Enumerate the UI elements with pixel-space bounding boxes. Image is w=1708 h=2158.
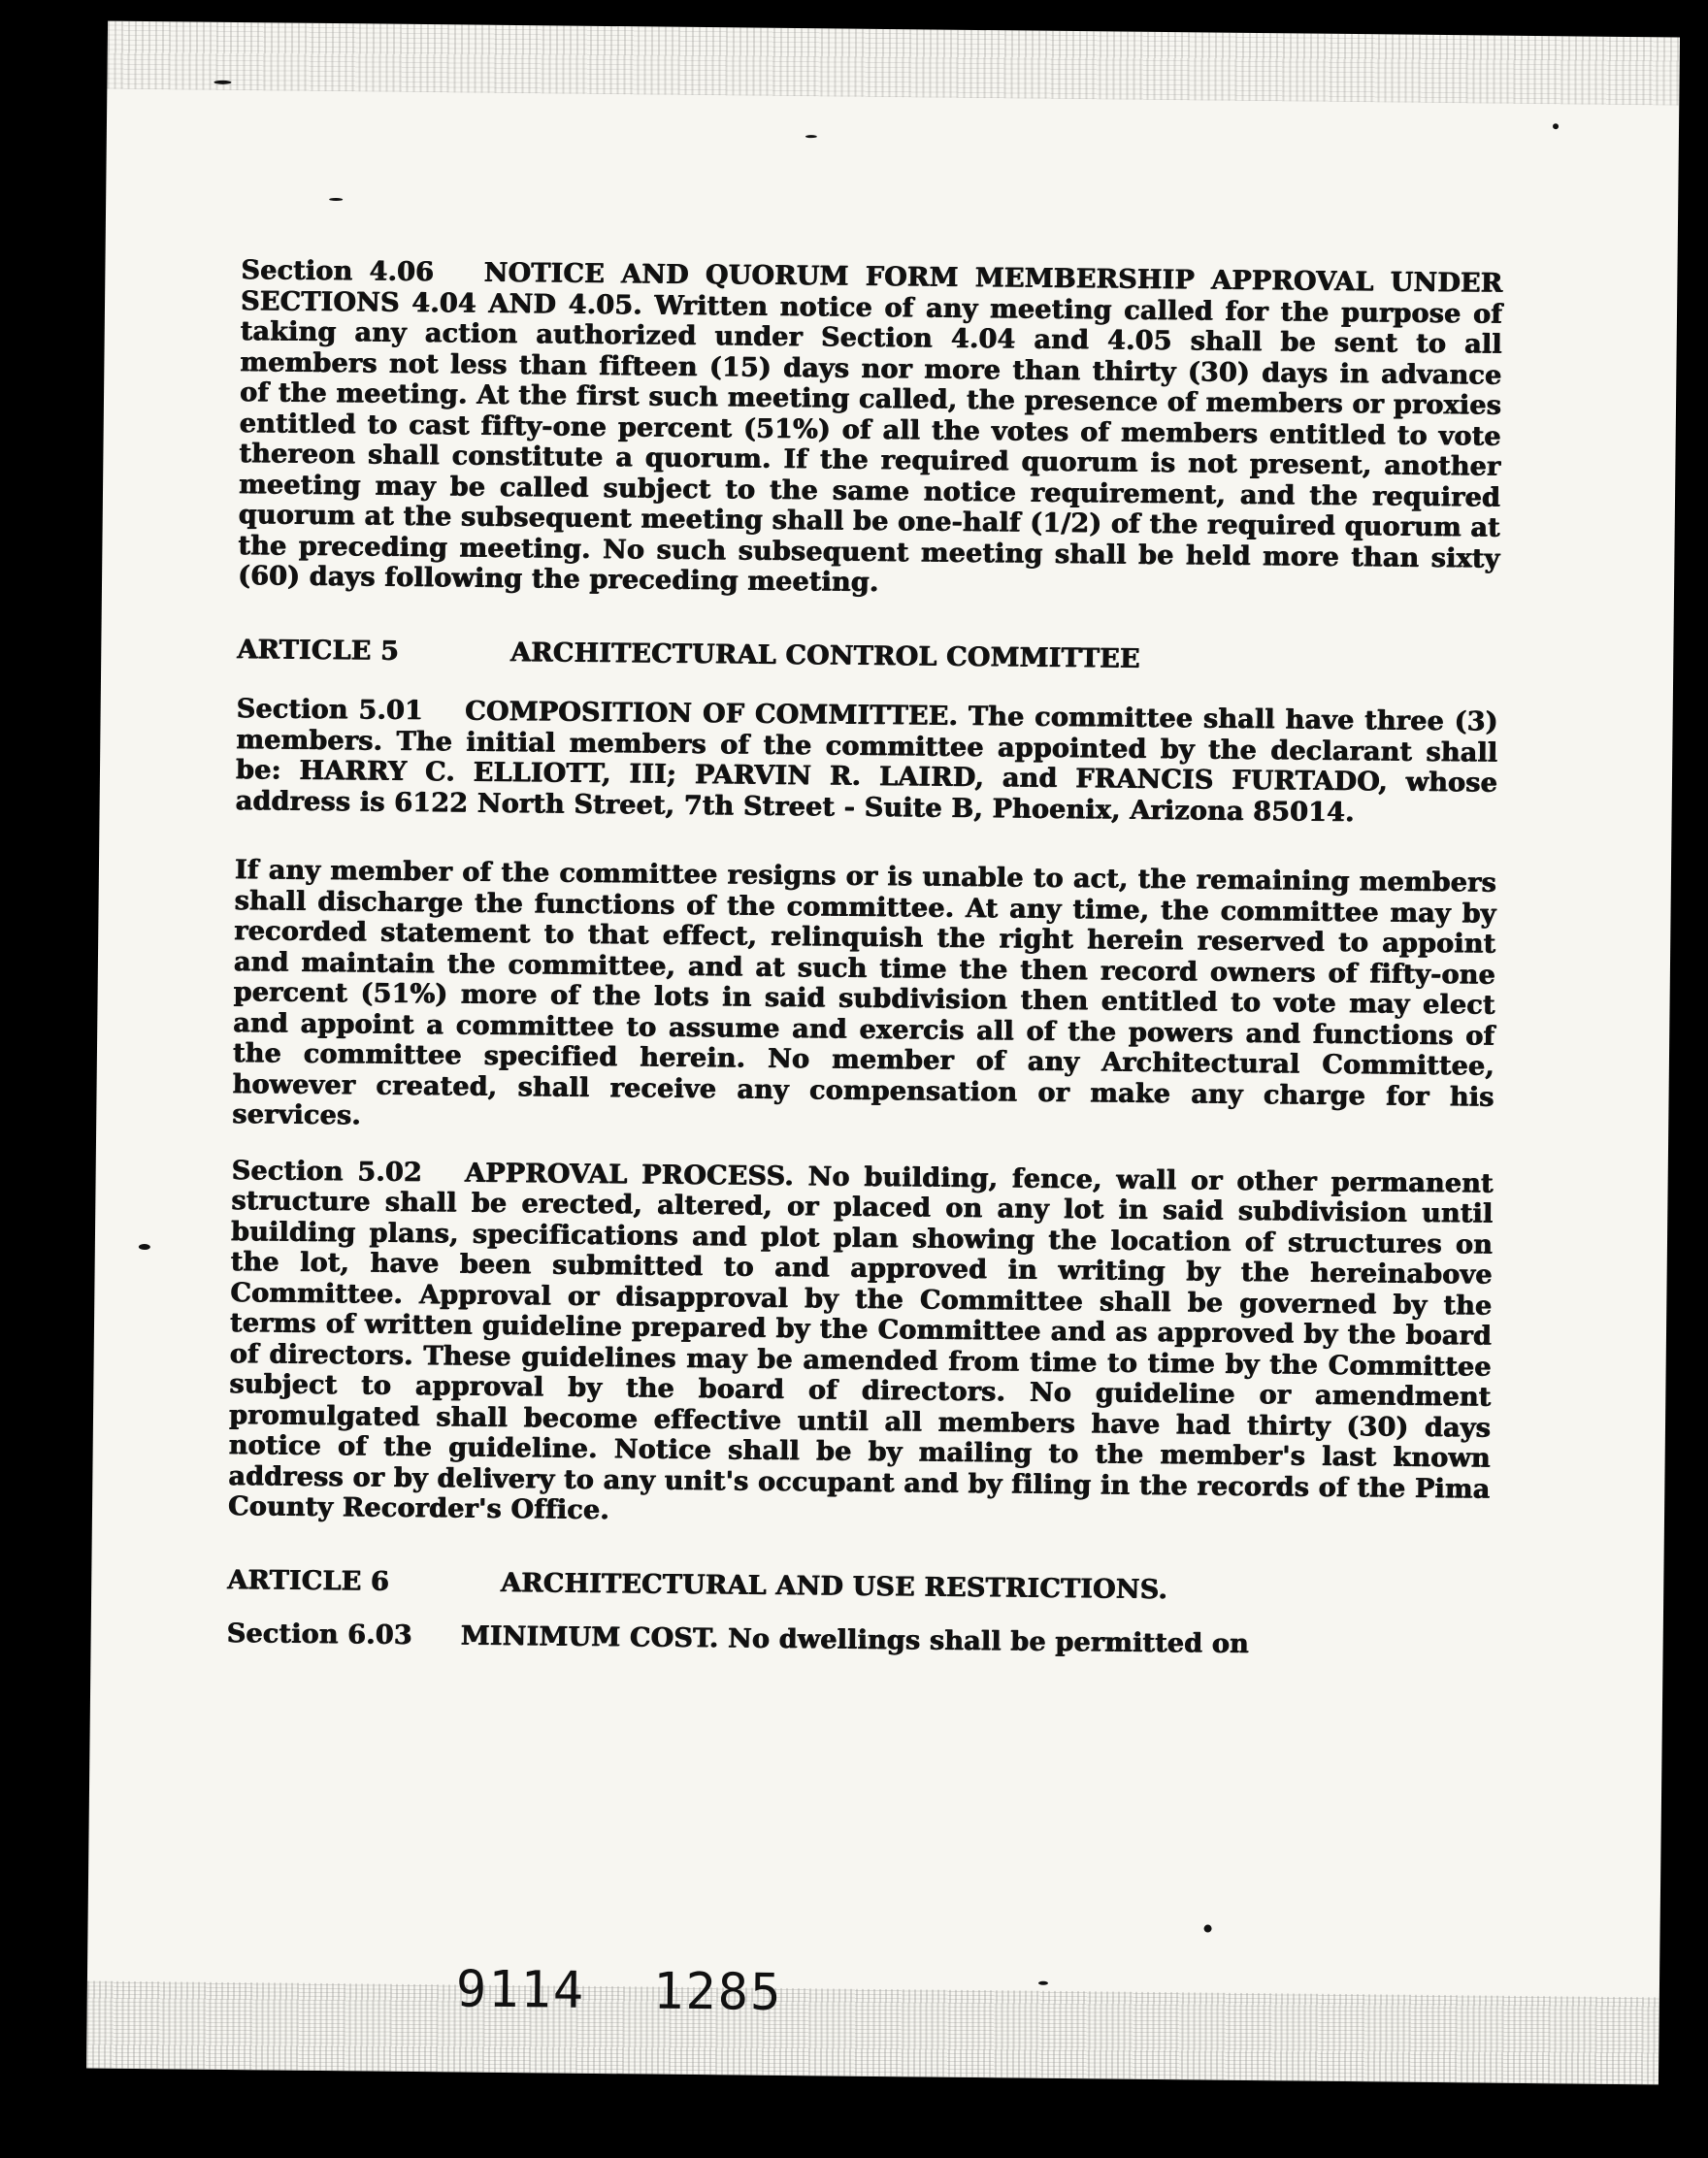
section-6-03-heading: Section 6.03	[226, 1618, 412, 1651]
section-4-06-heading: Section 4.06	[241, 255, 435, 288]
scan-speck	[1553, 123, 1559, 129]
section-6-03-text: MINIMUM COST. No dwellings shall be permitted on	[460, 1620, 1250, 1659]
section-5-02-heading: Section 5.02	[231, 1155, 423, 1188]
section-5-01-paragraph-2: If any member of the committee resigns or is unable to act, the remaining members shall discharge the functions of the committee. At any time, the committee may by recorded statement to that effect, relinquish the right herein reserved to appoint and maintain the committee, and at such time the then record owners of fifty-one percent (51%) more of the lots in said subdivision then entitled to vote may elect and appoint a committee to assume and exercis all of the powers and functions of the committee specified herein. No member of any Architectural Committee, however created, shall receive any compensation or make any charge for his services.	[232, 854, 1497, 1131]
scan-speck	[1038, 1981, 1048, 1985]
scan-speck	[139, 1244, 150, 1250]
section-6-03	[227, 1618, 1489, 1662]
section-5-01-text: COMPOSITION OF COMMITTEE. The committee shall have three (3) members. The initial members of the committee appointed by the declarant shall be: HARRY C. ELLIOTT, III; PARVIN R. LAIRD, and FRANCIS FURTADO, whose address is 6122 North Street, 7th Street - Suite B, Phoenix, Arizona 85014.	[235, 696, 1498, 828]
article-5-heading	[237, 635, 1498, 678]
article-6-label: ARTICLE 6	[227, 1564, 390, 1597]
article-5-title: ARCHITECTURAL CONTROL COMMITTEE	[509, 637, 1140, 674]
section-5-02	[228, 1155, 1494, 1535]
section-4-06	[238, 255, 1503, 605]
scan-speck	[329, 198, 343, 201]
scanned-page	[86, 21, 1680, 2085]
scan-speck	[1204, 1925, 1212, 1933]
scan-noise-bottom	[86, 1980, 1659, 2084]
article-5-label: ARTICLE 5	[237, 634, 400, 667]
article-6-title: ARCHITECTURAL AND USE RESTRICTIONS.	[500, 1567, 1168, 1605]
scan-noise-top	[107, 21, 1680, 106]
section-4-06-text: NOTICE AND QUORUM FORM MEMBERSHIP APPROVAL UNDER SECTIONS 4.04 AND 4.05. Written notice of any meeting called for the purpose of taking any action authorized under Section 4.04 and 4.05 shall be sent to all members not less than fifteen (15) days nor more than thirty (30) days in advance of the meeting. At the first such meeting called, the presence of members or proxies entitled to cast fifty-one percent (51%) of all the votes of members entitled to vote thereon shall constitute a quorum. If the required quorum is not present, another meeting may be called subject to the same notice requirement, and the required quorum at the subsequent meeting shall be one-half (1/2) of the required quorum at the preceding meeting. No such subsequent meeting shall be held more than sixty (60) days following the preceding meeting.	[237, 257, 1503, 598]
section-5-01	[236, 694, 1498, 830]
recording-number	[456, 1960, 783, 2022]
scan-speck	[214, 81, 231, 84]
docket-number: 9114	[455, 1960, 586, 2020]
scan-speck	[805, 135, 817, 138]
page-number: 1285	[652, 1962, 783, 2022]
article-6-heading	[227, 1564, 1489, 1608]
section-5-02-text: APPROVAL PROCESS. No building, fence, wall or other permanent structure shall be erected, altered, or placed on any lot in said subdivision until building plans, specifications and plot plan showing the location of structures on the lot, have been submitted to and approved in writing by the hereinabove Committee. Approval or disapproval by the Committee shall be governed by the terms of written guideline prepared by the Committee and as approved by the board of directors. These guidelines may be amended from time to time by the Committee subject to approval by the board of directors. No guideline or amendment promulgated shall become effective until all members have had thirty (30) days notice of the guideline. Notice shall be by mailing to the member's last known address or by delivery to any unit's occupant and by filing in the records of the Pima County Recorder's Office.	[227, 1157, 1494, 1526]
document-body	[227, 255, 1503, 1662]
section-5-01-heading: Section 5.01	[236, 694, 424, 727]
